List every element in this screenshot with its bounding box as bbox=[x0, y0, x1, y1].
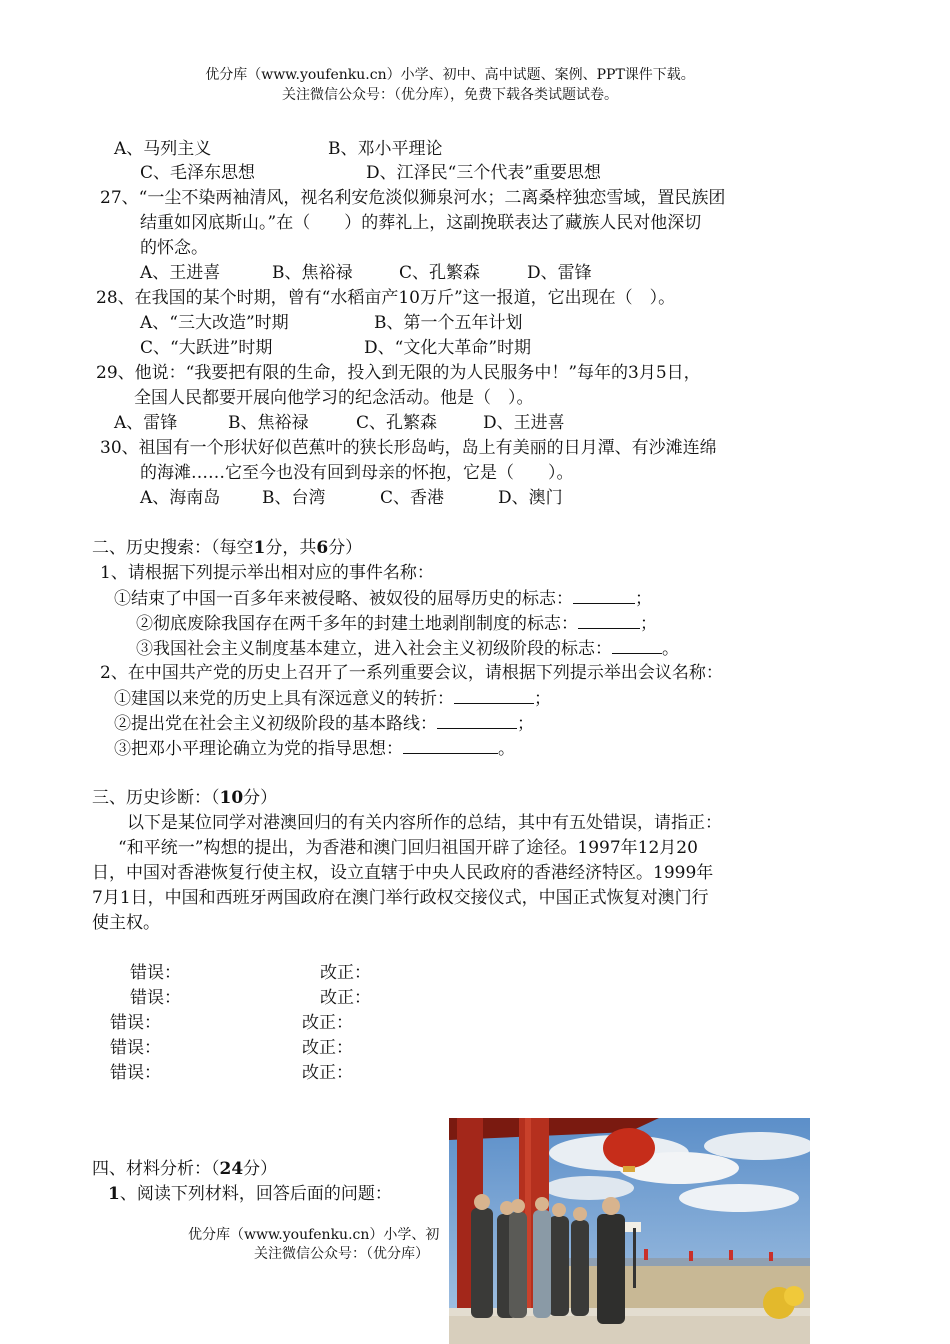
q29-stem-line1: 29、他说：“我要把有限的生命，投入到无限的为人民服务中！”每年的3月5日， bbox=[96, 363, 701, 383]
answer-blank[interactable] bbox=[437, 712, 517, 729]
section3-intro: 以下是某位同学对港澳回归的有关内容所作的总结，其中有五处错误，请指正： bbox=[127, 813, 722, 833]
q27-option-d: D、雷锋 bbox=[527, 263, 592, 283]
q28-option-a: A、“三大改造”时期 bbox=[140, 313, 289, 333]
section4-prompt1: 1、阅读下列材料，回答后面的问题： bbox=[108, 1184, 392, 1204]
section2-item3: ③我国社会主义制度基本建立，进入社会主义初级阶段的标志： 。 bbox=[136, 639, 679, 659]
fix-label: 改正： bbox=[320, 963, 371, 983]
answer-blank[interactable] bbox=[612, 637, 662, 654]
page-footer-line1: 优分库（www.youfenku.cn）小学、初 bbox=[188, 1227, 440, 1243]
q27-stem-line1: 27、“一尘不染两袖清风，视名利安危淡似狮泉河水；二离桑梓独恋雪域，置民族团 bbox=[100, 188, 726, 208]
q28-option-d: D、“文化大革命”时期 bbox=[364, 338, 532, 358]
section3-text-line3: 7月1日，中国和西班牙两国政府在澳门举行政权交接仪式，中国正式恢复对澳门行 bbox=[92, 888, 709, 908]
answer-blank[interactable] bbox=[573, 587, 635, 604]
founding-ceremony-painting bbox=[449, 1118, 810, 1344]
section3-text-line4: 使主权。 bbox=[92, 913, 160, 933]
q30-option-d: D、澳门 bbox=[498, 488, 563, 508]
page-header-line2: 关注微信公众号：（优分库），免费下载各类试题试卷。 bbox=[282, 87, 618, 103]
section3-title: 三、历史诊断：（10分） bbox=[92, 788, 278, 808]
section2-item2: ②彻底废除我国存在两千多年的封建土地剥削制度的标志： ； bbox=[136, 614, 657, 634]
q30-option-c: C、香港 bbox=[380, 488, 445, 508]
answer-blank[interactable] bbox=[403, 737, 498, 754]
page-header-line1: 优分库（www.youfenku.cn）小学、初中、高中试题、案例、PPT课件下载。 bbox=[205, 67, 695, 83]
section2-item5: ②提出党在社会主义初级阶段的基本路线： ； bbox=[114, 714, 534, 734]
q29-option-a: A、雷锋 bbox=[114, 413, 178, 433]
error-label: 错误： bbox=[110, 1038, 161, 1058]
q26-option-b: B、邓小平理论 bbox=[328, 139, 443, 159]
section2-prompt1: 1、请根据下列提示举出相对应的事件名称： bbox=[100, 563, 434, 583]
page-footer-line2: 关注微信公众号：（优分库） bbox=[254, 1246, 429, 1262]
q28-option-c: C、“大跃进”时期 bbox=[140, 338, 273, 358]
error-label: 错误： bbox=[110, 1013, 161, 1033]
section2-item1: ①结束了中国一百多年来被侵略、被奴役的屈辱历史的标志： ； bbox=[114, 589, 652, 609]
q30-stem-line2: 的海滩……它至今也没有回到母亲的怀抱，它是（ ）。 bbox=[140, 463, 574, 483]
q28-option-b: B、第一个五年计划 bbox=[374, 313, 523, 333]
q27-option-b: B、焦裕禄 bbox=[272, 263, 353, 283]
q27-stem-line2: 结重如冈底斯山。”在（ ）的葬礼上，这副挽联表达了藏族人民对他深切 bbox=[140, 213, 702, 233]
section4-title: 四、材料分析：（24分） bbox=[92, 1159, 278, 1179]
q30-option-b: B、台湾 bbox=[262, 488, 326, 508]
q29-option-b: B、焦裕禄 bbox=[228, 413, 309, 433]
q27-option-a: A、王进喜 bbox=[140, 263, 221, 283]
section2-item6: ③把邓小平理论确立为党的指导思想： 。 bbox=[114, 739, 515, 759]
fix-label: 改正： bbox=[302, 1063, 353, 1083]
fix-label: 改正： bbox=[320, 988, 371, 1008]
painting-illustration bbox=[449, 1118, 810, 1344]
error-label: 错误： bbox=[130, 963, 181, 983]
q29-option-c: C、孔繁森 bbox=[356, 413, 438, 433]
q30-stem-line1: 30、祖国有一个形状好似芭蕉叶的狭长形岛屿，岛上有美丽的日月潭、有沙滩连绵 bbox=[100, 438, 717, 458]
section3-text-line1: “和平统一”构想的提出，为香港和澳门回归祖国开辟了途径。1997年12月20 bbox=[118, 838, 698, 858]
q30-option-a: A、海南岛 bbox=[140, 488, 221, 508]
section3-text-line2: 日，中国对香港恢复行使主权，设立直辖于中央人民政府的香港经济特区。1999年 bbox=[92, 863, 714, 883]
fix-label: 改正： bbox=[302, 1038, 353, 1058]
q28-stem: 28、在我国的某个时期，曾有“水稻亩产10万斤”这一报道，它出现在（ ）。 bbox=[96, 288, 676, 308]
error-label: 错误： bbox=[110, 1063, 161, 1083]
error-label: 错误： bbox=[130, 988, 181, 1008]
q29-option-d: D、王进喜 bbox=[483, 413, 565, 433]
answer-blank[interactable] bbox=[454, 687, 534, 704]
q26-option-d: D、江泽民“三个代表”重要思想 bbox=[366, 163, 602, 183]
q27-stem-line3: 的怀念。 bbox=[140, 238, 208, 258]
section2-item4: ①建国以来党的历史上具有深远意义的转折： ； bbox=[114, 689, 551, 709]
fix-label: 改正： bbox=[302, 1013, 353, 1033]
answer-blank[interactable] bbox=[578, 612, 640, 629]
q26-option-a: A、马列主义 bbox=[114, 139, 212, 159]
q27-option-c: C、孔繁森 bbox=[399, 263, 481, 283]
section2-prompt2: 2、在中国共产党的历史上召开了一系列重要会议，请根据下列提示举出会议名称： bbox=[100, 663, 723, 683]
q29-stem-line2: 全国人民都要开展向他学习的纪念活动。他是（ ）。 bbox=[134, 388, 534, 408]
q26-option-c: C、毛泽东思想 bbox=[140, 163, 256, 183]
section2-title: 二、历史搜索：（每空1分，共6分） bbox=[92, 538, 363, 558]
